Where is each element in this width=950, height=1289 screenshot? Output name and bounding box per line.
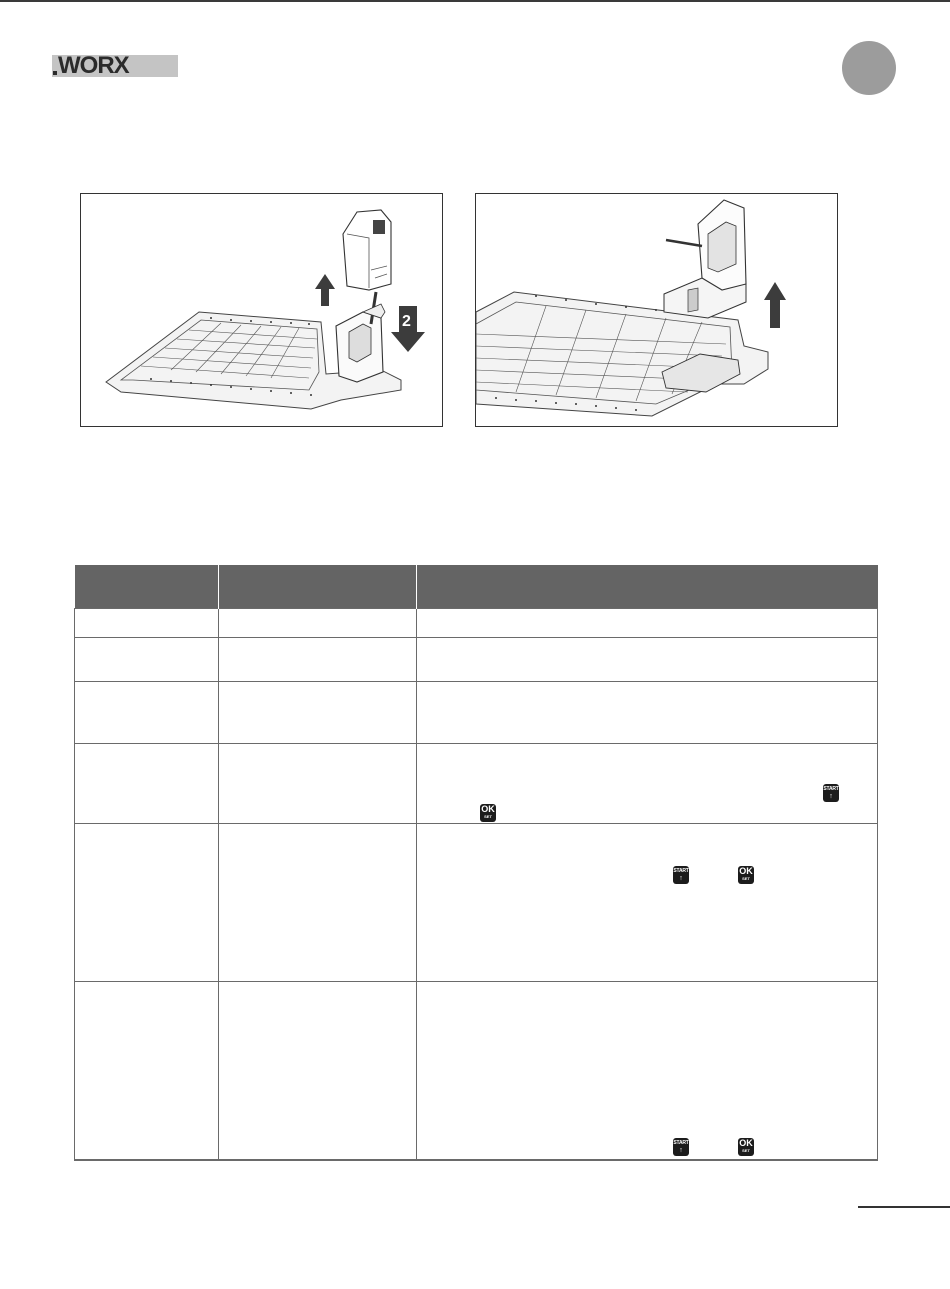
ok-key-icon: OK SET (480, 804, 496, 822)
table-row (75, 982, 878, 1160)
language-badge (842, 41, 896, 95)
table-header-row (75, 565, 878, 609)
header-cell-1 (75, 565, 219, 609)
step-number-label: 2 (402, 313, 411, 330)
table-row (75, 609, 878, 638)
charging-base-illustration-b (476, 194, 837, 426)
worx-logo (52, 52, 178, 79)
table-row (75, 744, 878, 824)
header-cell-2 (219, 565, 417, 609)
table-row (75, 638, 878, 682)
figure-lift-station (475, 193, 838, 427)
start-key-icon: START ↑ (673, 1140, 689, 1154)
header-cell-3 (417, 565, 878, 609)
arrow-up-icon (764, 282, 786, 328)
logo-text: WORX (58, 52, 129, 79)
figure-remove-cover (80, 193, 443, 427)
charging-base-illustration-a (81, 194, 442, 426)
table-row (75, 824, 878, 982)
logo-dot (53, 71, 57, 75)
start-key-icon: START ↑ (823, 786, 839, 800)
ok-key-icon: OK SET (738, 866, 754, 884)
top-rule (0, 0, 950, 2)
ok-key-icon: OK SET (738, 1138, 754, 1156)
troubleshooting-table (74, 565, 878, 1161)
arrow-up-icon (315, 274, 335, 306)
page-number-rule (858, 1206, 950, 1208)
table-row (75, 682, 878, 744)
start-key-icon: START ↑ (673, 868, 689, 882)
